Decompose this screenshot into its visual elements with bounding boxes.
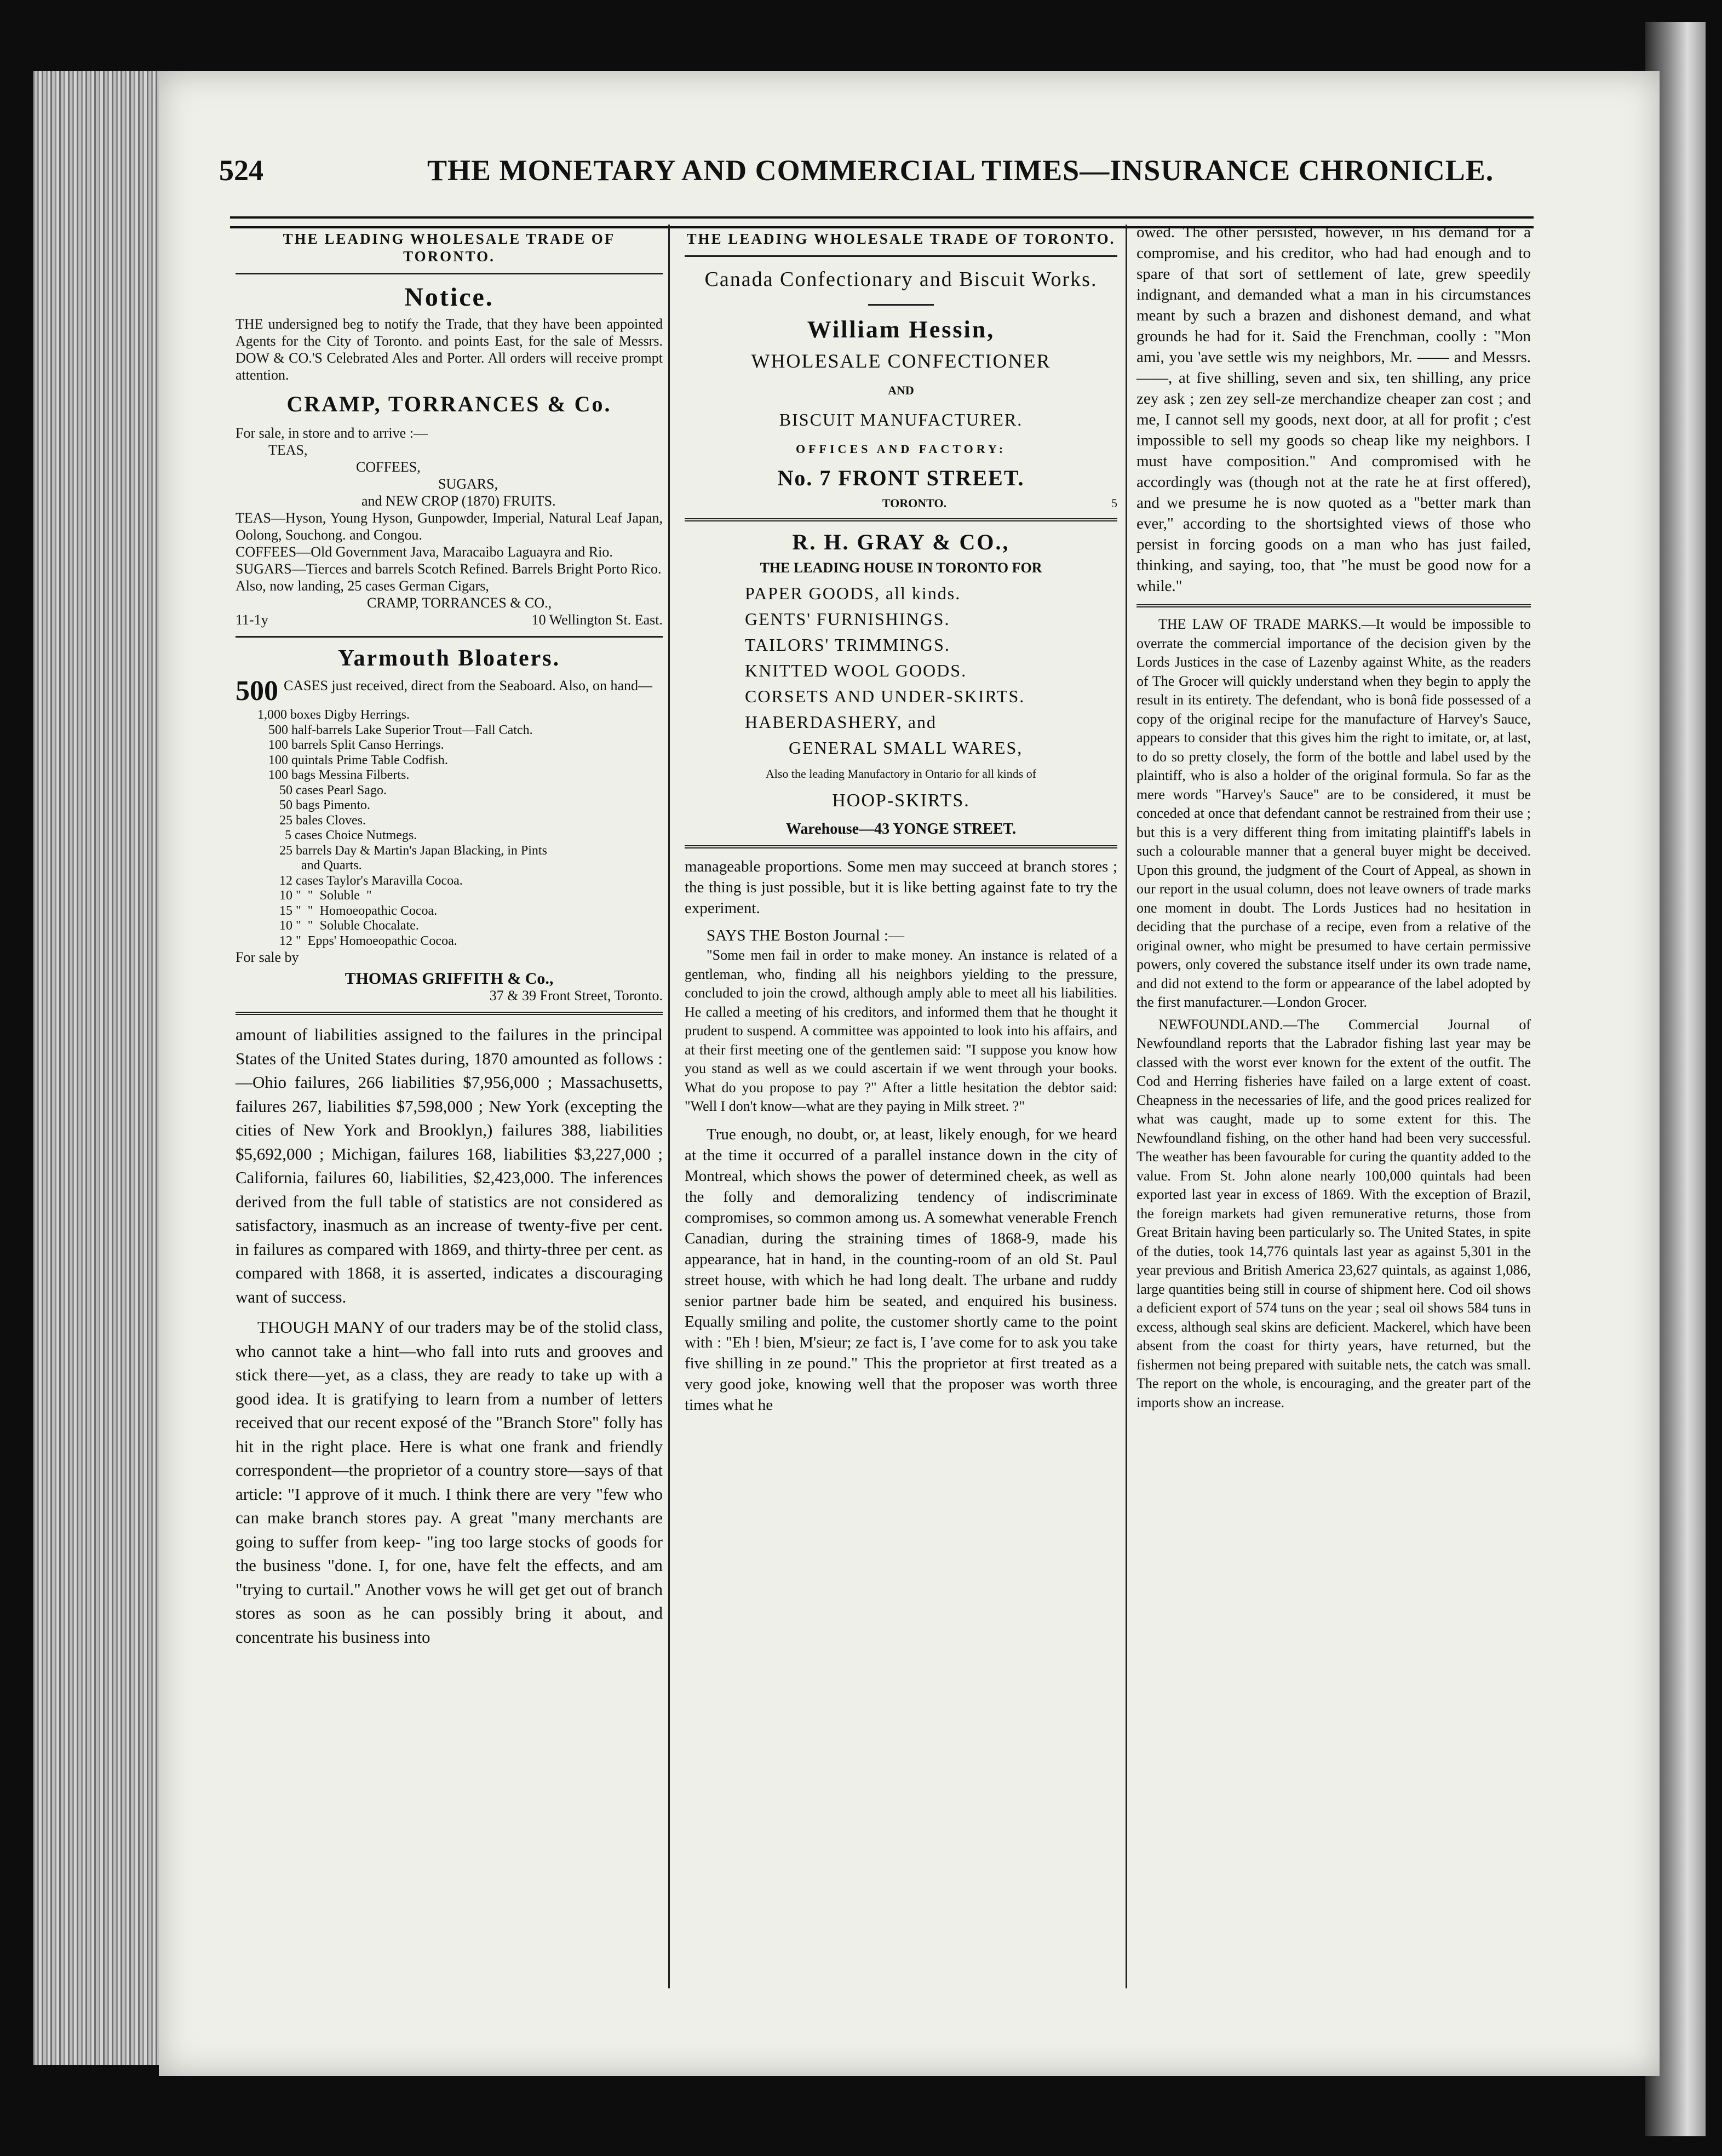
page-header	[219, 148, 1545, 197]
cigars-line: Also, now landing, 25 cases German Cigars,	[236, 578, 489, 594]
ref-row	[236, 611, 663, 628]
city-row	[685, 496, 1117, 511]
bloaters-intro: CASES just received, direct from the Seaboard. Also, on hand—	[284, 678, 652, 693]
stock-teas: TEAS,	[268, 442, 308, 458]
trade-marks-body: —It would be impossible to overrate the commercial importance of the decision given by the Lords Justices in the case of Lazenby against White, as the readers of The Grocer will quickly understand when they begin to apply the result in its entirety. The defendant, who is bonâ fide possessed of a copy of the original recipe for the manufacture of Harvey's Sauce, appears to consider that this gives him the right to imitate, or, at last, to do so pretty closely, the form of the bottle and label used by the plaintiff, who is also a holder of the original formula. So far as the mere words "Harvey's Sauce" are to be considered, it must be conceded at once that defendant cannot be restrained from their use ; but this is a very different thing from imitating plaintiff's labels in such a colourable manner that a general buyer might be deceived. Upon this ground, the judgment of the Court of Appeal, as shown in our report in the usual column, does not leave owners of trade marks one moment in doubt. The Lords Justices had no hesitation in deciding that the purchase of a recipe, even from a relative of the original owner, who might be presumed to have certain permissive powers, only covered the substance itself under its own trade name, and did not extend to the form or appearance of the label adopted by the first manufacturer.—London Grocer.	[1136, 616, 1531, 1010]
list-item: 10 " " Soluble "	[279, 888, 372, 903]
newfoundland-body: —The Commercial Journal of Newfoundland reports that the Labrador fishing last year may be classed with the worst ever known for the extent of the outfit. The Cod and Herring fisheries have failed on a large extent of coast. Cheapness in the necessaries of life, and the good prices realized for what was caught, made up to some extent for this. The Newfoundland fishing, on the other hand had been very successful. The weather has been favourable for curing the quantity added to the value. From St. John alone nearly 100,000 quintals had been exported last year in excess of 1869. With the exception of Brazil, the foreign markets had given remunerative returns, those from Great Britain having been particularly so. The United States, in spite of the duties, took 14,776 quintals last year as against 5,301 in the year previous and British America 23,627 quintals, as against 1,086, large quantities being still in course of shipment here. Cod oil shows a deficient export of 574 tuns on the year ; seal oil shows 584 tuns in excess, although seal skins are deficient. Mackerel, which have been absent from the coast for thirty years, have returned, but the fishermen not being prepared with suitable nets, the catch was small. The report on the whole, is encouraging, and the greater part of the imports show an increase.	[1136, 1016, 1531, 1410]
list-item: 25 bales Cloves.	[279, 813, 366, 828]
divider	[236, 273, 663, 274]
stock-fruits: and NEW CROP (1870) FRUITS.	[361, 493, 556, 509]
list-item: 25 barrels Day & Martin's Japan Blacking, in Pints	[279, 843, 547, 858]
list-item: 50 bags Pimento.	[279, 798, 370, 812]
bloaters-number: 500	[236, 675, 278, 707]
list-item: 500 half-barrels Lake Superior Trout—Fall Catch.	[268, 723, 533, 737]
running-title: THE MONETARY AND COMMERCIAL TIMES—INSURANCE CHRONICLE.	[427, 154, 1494, 187]
list-item: 5 cases Choice Nutmegs.	[285, 828, 417, 842]
proprietor-name: William Hessin,	[807, 316, 995, 343]
column-2	[685, 230, 1117, 1415]
list-item: 15 " " Homoeopathic Cocoa.	[279, 903, 438, 918]
list-item: PAPER GOODS, all kinds.	[745, 583, 961, 603]
trade-biscuit: BISCUIT MANUFACTURER.	[779, 410, 1023, 429]
stock-coffees: COFFEES,	[356, 459, 421, 475]
divider	[1136, 604, 1531, 607]
ad-reference: 5	[1111, 496, 1117, 510]
signature: CRAMP, TORRANCES & CO.,	[367, 595, 552, 611]
firm-address: 10 Wellington St. East.	[531, 612, 663, 628]
list-item: 50 cases Pearl Sago.	[279, 783, 387, 798]
city: TORONTO.	[882, 496, 947, 510]
list-item: TAILORS' TRIMMINGS.	[745, 635, 950, 655]
bloaters-intro-row	[236, 677, 663, 706]
offices-label: OFFICES AND FACTORY:	[795, 442, 1007, 456]
coffees-line: COFFEES—Old Government Java, Maracaibo Laguayra and Rio.	[236, 544, 613, 560]
divider	[685, 518, 1117, 521]
gray-also: Also the leading Manufactory in Ontario for all kinds of	[765, 767, 1037, 781]
newfoundland-heading: NEWFOUNDLAND.	[1158, 1016, 1283, 1033]
for-sale-by: For sale by	[236, 949, 299, 965]
list-item: 12 " Epps' Homoeopathic Cocoa.	[279, 933, 457, 948]
list-item: 100 barrels Split Canso Herrings.	[268, 738, 444, 752]
gray-firm-name: R. H. GRAY & CO.,	[792, 530, 1010, 554]
sugars-line: SUGARS—Tierces and barrels Scotch Refined. Barrels Bright Porto Rico.	[236, 561, 662, 577]
stock-sugars: SUGARS,	[438, 476, 498, 492]
gray-goods-list	[685, 581, 1117, 761]
warehouse-address: Warehouse—43 YONGE STREET.	[785, 821, 1017, 838]
teas-line: TEAS—Hyson, Young Hyson, Gunpowder, Imperial, Natural Leaf Japan, Oolong, Souchong. and Congou.	[236, 510, 663, 543]
list-item: 10 " " Soluble Chocalate.	[279, 919, 419, 933]
list-item: 100 bags Messina Filberts.	[268, 768, 410, 782]
firm-name: CRAMP, TORRANCES & Co.	[286, 392, 612, 416]
montreal-story-continued: owed. The other persisted, however, in his demand for a compromise, and his creditor, who had had enough and to spare of that sort of settlement of late, grew speedily indignant, and demanded what a man in his circumstances meant by such a brazen and dishonest demand, and what grounds he had for it. Said the Frenchman, coolly : "Mon ami, you 'ave settle wis my neighbors, Mr. —— and Messrs. ——, at five shilling, seven and six, ten shilling, any price zey ask ; zen zey sell-ze merchandize cheaper zan cost ; and me, I cannot sell my goods, next door, at all for profit ; c'est impossible to sell my goods so cheap like my neighbors. I must have composition." And compromised with he accordingly was (though not at the rate he at first offered), and we presume he is now quoted as a "better mark than ever," according to the shortsighted views of those who persist in forcing goods on a man who has just failed, thinking, and saying, too, that "he must be good now for a while."	[1136, 223, 1531, 595]
list-item: 1,000 boxes Digby Herrings.	[257, 708, 410, 722]
short-rule	[868, 304, 934, 306]
sale-intro: For sale, in store and to arrive :—	[236, 425, 428, 441]
list-item: KNITTED WOOL GOODS.	[745, 661, 967, 680]
ad-reference: 11-1y	[236, 612, 268, 628]
page-number: 524	[219, 154, 263, 187]
column-3	[1136, 222, 1531, 1412]
newfoundland-article	[1136, 1016, 1531, 1413]
boston-intro: SAYS THE Boston Journal :—	[707, 927, 904, 944]
list-item: GENERAL SMALL WARES,	[789, 738, 1023, 758]
section-heading: THE LEADING WHOLESALE TRADE OF TORONTO.	[283, 231, 616, 265]
list-item: GENTS' FURNISHINGS.	[745, 609, 950, 629]
and-word: AND	[888, 383, 914, 397]
divider	[236, 636, 663, 638]
list-item: CORSETS AND UNDER-SKIRTS.	[745, 686, 1025, 706]
trade-marks-article	[1136, 615, 1531, 1012]
works-title: Canada Confectionary and Biscuit Works.	[704, 268, 1098, 291]
trade-confectioner: WHOLESALE CONFECTIONER	[751, 350, 1051, 372]
hoop-skirts: HOOP-SKIRTS.	[832, 790, 970, 811]
griffith-name: THOMAS GRIFFITH & Co.,	[345, 970, 554, 988]
list-item: 12 cases Taylor's Maravilla Cocoa.	[279, 873, 463, 888]
column-rule-1	[668, 225, 670, 1988]
column-rule-2	[1126, 225, 1127, 1988]
gray-tagline: THE LEADING HOUSE IN TORONTO FOR	[760, 560, 1042, 576]
list-item: HABERDASHERY, and	[745, 712, 937, 732]
book-edge-left	[33, 71, 164, 2065]
failures-article: amount of liabilities assigned to the failures in the principal States of the United States during, 1870 amounted as follows :—Ohio failures, 266 liabilities $7,956,000 ; Massachusetts, failures 267, liabilities $7,598,000 ; New York (excepting the cities of New York and Brooklyn,) failures 388, liabilities $5,692,000 ; Michigan, failures 168, liabilities $3,227,000 ; California, failures 60, liabilities, $2,423,000. The inferences derived from the full table of statistics are not considered as satisfactory, inasmuch as an increase of twenty-five per cent. in failures as compared with 1869, and thirty-three per cent. as compared with 1868, it is asserted, indicates a discouraging want of success.	[236, 1025, 663, 1306]
boston-quote: "Some men fail in order to make money. An instance is related of a gentleman, who, finding all his neighbors yielding to the pressure, concluded to join the crowd, although amply able to meet all his liabilities. He called a meeting of his creditors, and informed them that he thought it prudent to suspend. A committee was appointed to look into his affairs, and at their first meeting one of the gentlemen said: "I suppose you know how you stand as well as we could ascertain if we went through your books. What do you propose to pay ?" After a little hesitation the debtor said: "Well I don't know—what are they paying in Milk street. ?"	[685, 947, 1117, 1114]
list-item: and Quarts.	[301, 858, 362, 873]
bloaters-item-list	[236, 708, 663, 949]
branch-store-article: THOUGH MANY of our traders may be of the stolid class, who cannot take a hint—who fall into ruts and grooves and stick there—yet, as a class, they are ready to take up with a good idea. It is gratifying to learn from a number of letters received that our recent exposé of the "Branch Store" folly has hit in the right place. Here is what one frank and friendly correspondent—the proprietor of a country store—says of that article: "I approve of it much. I think there are very "few who can make branch stores pay. A great "many merchants are going to suffer from keep- "ing too large stocks of goods for the business "done. I, for one, have felt the effects, and am "trying to curtail." Another vows he will get get out of branch stores as soon as he can possibly bring it about, and concentrate his business into	[236, 1317, 663, 1647]
column-1	[236, 230, 663, 1649]
griffith-address: 37 & 39 Front Street, Toronto.	[489, 988, 663, 1004]
trade-marks-heading: THE LAW OF TRADE MARKS.	[1158, 616, 1362, 632]
street-address: No. 7 FRONT STREET.	[777, 466, 1025, 490]
montreal-story: True enough, no doubt, or, at least, likely enough, for we heard at the time it occurred of a parallel instance down in the city of Montreal, which shows the power of determined cheek, as well as the folly and demoralizing tendency of indiscriminate compromises, so common among us. A somewhat venerable French Canadian, during the straining times of 1868-9, made his appearance, hat in hand, in the counting-room of an old St. Paul street house, with which he had long dealt. The urbane and ruddy senior partner bade him be seated, and enquired his business. Equally smiling and polite, the customer shortly came to the point with : "Eh ! bien, M'sieur; ze fact is, I 'ave come for to ask you take five shilling in ze pound." This the proprietor at first treated as a very good joke, knowing well that the proposer was worth three times what he	[685, 1125, 1117, 1414]
section-heading: THE LEADING WHOLESALE TRADE OF TORONTO.	[686, 231, 1116, 247]
branch-store-continued: manageable proportions. Some men may succeed at branch stores ; the thing is just possible, but it is like betting against fate to try the experiment.	[685, 858, 1117, 917]
divider	[685, 845, 1117, 848]
list-item: 100 quintals Prime Table Codfish.	[268, 753, 448, 767]
divider	[236, 1012, 663, 1015]
notice-body: THE undersigned beg to notify the Trade, that they have been appointed Agents for the City of Toronto. and points East, for the sale of Messrs. DOW & CO.'S Celebrated Ales and Porter. All orders will receive prompt attention.	[236, 316, 663, 383]
divider	[685, 255, 1117, 257]
bloaters-title: Yarmouth Bloaters.	[337, 646, 561, 671]
notice-title: Notice.	[404, 283, 494, 312]
